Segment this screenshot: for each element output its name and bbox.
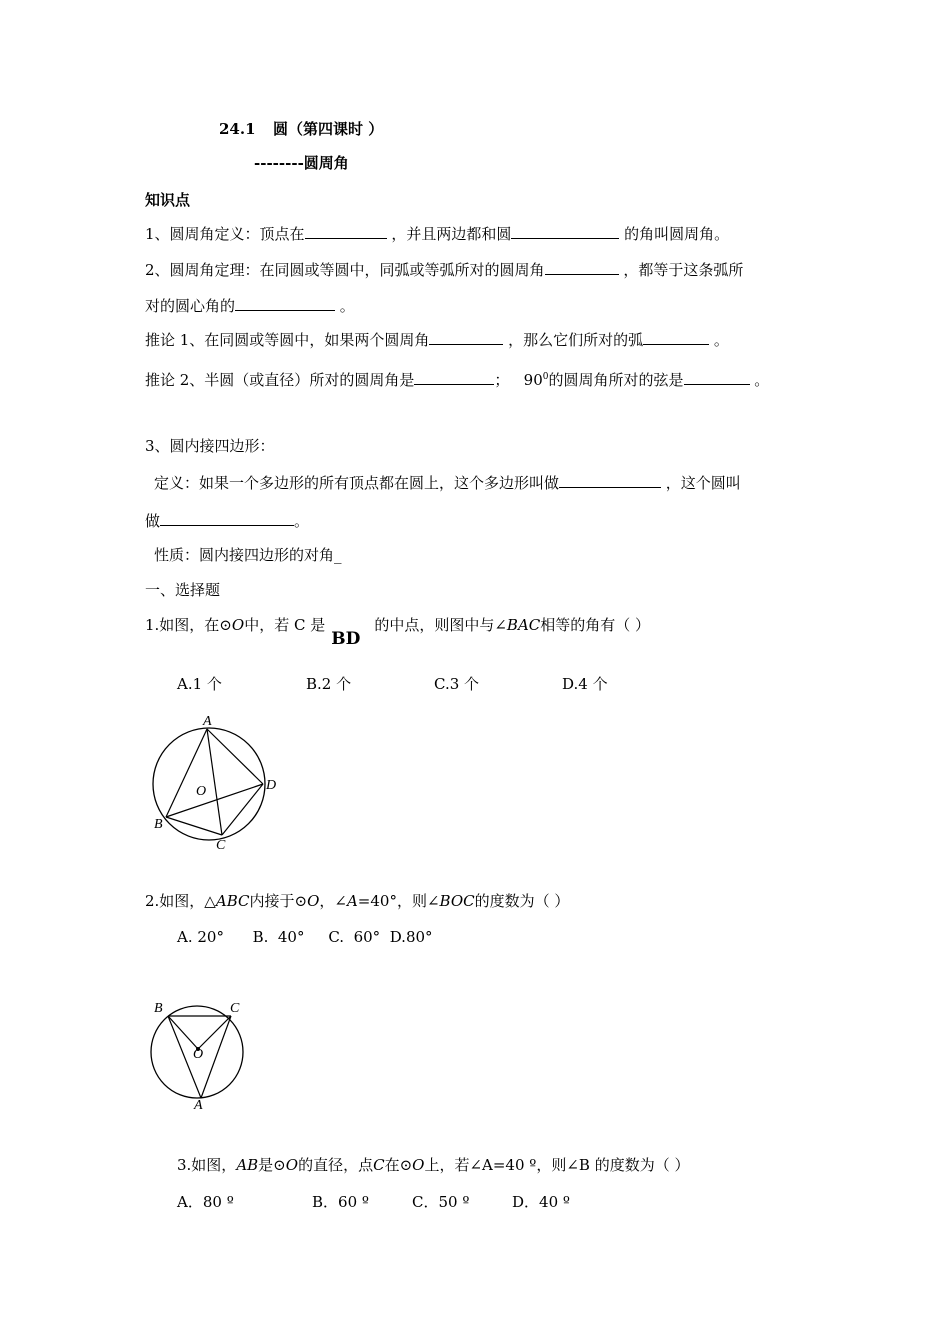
q2-circle-o: O bbox=[307, 892, 320, 910]
corollary1-mid: ，那么它们所对的弧 bbox=[508, 331, 644, 349]
blank-vertex bbox=[305, 224, 387, 239]
cyclic-property: 性质：圆内接四边形的对角_ bbox=[154, 546, 342, 564]
q1-mid1: 中，若 C 是 bbox=[244, 616, 326, 634]
definition-suffix: 的角叫圆周角。 bbox=[624, 225, 730, 243]
q1-circle-o: O bbox=[231, 616, 245, 634]
q3-suffix: 上，若∠A=40 º，则∠B 的度数为（ ） bbox=[424, 1156, 690, 1174]
q3-prefix: 3.如图， bbox=[177, 1156, 237, 1174]
q3-mid1: 是⊙ bbox=[258, 1156, 286, 1174]
q1-option-c: C.3 个 bbox=[434, 675, 480, 693]
theorem-line bbox=[145, 260, 743, 280]
q2-label-b: B bbox=[154, 1001, 163, 1016]
cyclic-def-line2-prefix: 做 bbox=[145, 512, 161, 530]
page-title: 圆（第四课时 ） bbox=[273, 120, 384, 138]
q1-label-b: B bbox=[154, 817, 163, 832]
q1-segment-ac bbox=[207, 729, 222, 835]
section-choice-heading: 一、选择题 bbox=[145, 581, 221, 599]
theorem-line2-prefix: 对的圆心角的 bbox=[145, 297, 236, 315]
theorem-line-2 bbox=[145, 296, 355, 316]
corollary2-suffix: 。 bbox=[754, 371, 770, 389]
q2-angle-a: A bbox=[346, 892, 358, 910]
q1-mid2: 的中点，则图中与∠ bbox=[374, 616, 507, 634]
q3-mid3: 在⊙ bbox=[384, 1156, 413, 1174]
q1-label-a: A bbox=[203, 714, 212, 729]
theorem-mid: ，都等于这条弧所 bbox=[623, 261, 744, 279]
q2-options: A. 20° B. 40° C. 60° D.80° bbox=[177, 928, 433, 946]
q1-arc-bd: BD bbox=[331, 629, 361, 649]
knowledge-heading: 知识点 bbox=[145, 191, 191, 209]
degree-number: 90 bbox=[523, 371, 543, 389]
corollary2-mid: ； bbox=[494, 371, 510, 389]
q1-option-a: A.1 个 bbox=[177, 675, 222, 693]
blank-intersect bbox=[511, 224, 619, 239]
blank-corollary1-a bbox=[429, 330, 503, 345]
cyclic-definition bbox=[154, 473, 741, 493]
q2-segment-oc bbox=[198, 1016, 231, 1049]
q1-option-b: B.2 个 bbox=[306, 675, 352, 693]
q3-circle-o1: O bbox=[285, 1156, 299, 1174]
q2-mid1: 内接于⊙ bbox=[249, 892, 308, 910]
q2-mid3: =40°，则∠ bbox=[357, 892, 440, 910]
q2-suffix: 的度数为（ ） bbox=[474, 892, 570, 910]
q3-option-b: B．60 º bbox=[312, 1193, 369, 1211]
blank-cyclic-a bbox=[559, 473, 661, 488]
cyclic-def-prefix: 定义：如果一个多边形的所有顶点都在圆上，这个多边形叫做 bbox=[154, 474, 560, 492]
q3-option-c: C．50 º bbox=[412, 1193, 470, 1211]
blank-corollary2-b bbox=[684, 370, 750, 385]
degree-sup: 0 bbox=[542, 372, 549, 382]
q3-ab: AB bbox=[236, 1156, 259, 1174]
definition-line bbox=[145, 224, 729, 244]
q1-suffix: 相等的角有（ ） bbox=[540, 616, 651, 634]
question-3 bbox=[177, 1155, 689, 1175]
theorem-line2-suffix: 。 bbox=[339, 297, 355, 315]
q2-boc: BOC bbox=[439, 892, 475, 910]
q3-point-c: C bbox=[373, 1156, 385, 1174]
lesson-number: 24.1 bbox=[219, 120, 256, 138]
definition-mid: ，并且两边都和圆 bbox=[391, 225, 512, 243]
q2-label-o: O bbox=[193, 1047, 204, 1062]
theorem-prefix: 2、圆周角定理：在同圆或等圆中，同弧或等弧所对的圆周角 bbox=[145, 261, 545, 279]
corollary-1 bbox=[145, 330, 729, 350]
q2-abc: ABC bbox=[215, 892, 250, 910]
q3-option-a: A．80 º bbox=[177, 1193, 234, 1211]
q1-segment-bc bbox=[166, 817, 222, 835]
q2-prefix: 2.如图，△ bbox=[145, 892, 216, 910]
page-subtitle: --------圆周角 bbox=[254, 154, 349, 172]
q1-segment-bd bbox=[166, 784, 263, 817]
q2-segment-ob bbox=[168, 1016, 198, 1049]
q3-option-d: D．40 º bbox=[512, 1193, 570, 1211]
q1-segment-cd bbox=[222, 784, 263, 835]
blank-theorem-2 bbox=[235, 296, 335, 311]
q1-prefix: 1.如图，在⊙ bbox=[145, 616, 232, 634]
corollary1-prefix: 推论 1、在同圆或等圆中，如果两个圆周角 bbox=[145, 331, 430, 349]
cyclic-def-mid: ，这个圆叫 bbox=[665, 474, 741, 492]
corollary-2 bbox=[145, 367, 769, 390]
q3-circle-o2: O bbox=[412, 1156, 425, 1174]
corollary2-text: 的圆周角所对的弦是 bbox=[548, 371, 684, 389]
q2-segment-ac bbox=[201, 1016, 231, 1098]
cyclic-def-line2-suffix: 。 bbox=[294, 512, 310, 530]
q3-mid2: 的直径，点 bbox=[298, 1156, 374, 1174]
q1-figure bbox=[145, 708, 295, 858]
blank-corollary2-a bbox=[414, 370, 494, 385]
q1-label-o: O bbox=[196, 784, 207, 799]
q2-label-a: A bbox=[194, 1098, 203, 1110]
q2-label-c: C bbox=[230, 1001, 240, 1016]
blank-cyclic-b bbox=[160, 511, 294, 526]
q1-option-d: D.4 个 bbox=[562, 675, 608, 693]
corollary2-prefix: 推论 2、半圆（或直径）所对的圆周角是 bbox=[145, 371, 415, 389]
blank-theorem-1 bbox=[545, 260, 619, 275]
definition-prefix: 1、圆周角定义：顶点在 bbox=[145, 225, 305, 243]
q2-figure bbox=[145, 995, 255, 1110]
q1-label-c: C bbox=[216, 838, 226, 853]
question-1 bbox=[145, 615, 651, 649]
corollary1-suffix: 。 bbox=[713, 331, 729, 349]
question-2 bbox=[145, 891, 569, 911]
blank-corollary1-b bbox=[643, 330, 709, 345]
q2-mid2: ，∠ bbox=[319, 892, 347, 910]
cyclic-heading: 3、圆内接四边形： bbox=[145, 437, 275, 455]
q1-bac: BAC bbox=[506, 616, 541, 634]
q1-label-d: D bbox=[266, 778, 277, 793]
cyclic-definition-2 bbox=[145, 511, 309, 531]
q1-segment-ad bbox=[207, 729, 263, 784]
